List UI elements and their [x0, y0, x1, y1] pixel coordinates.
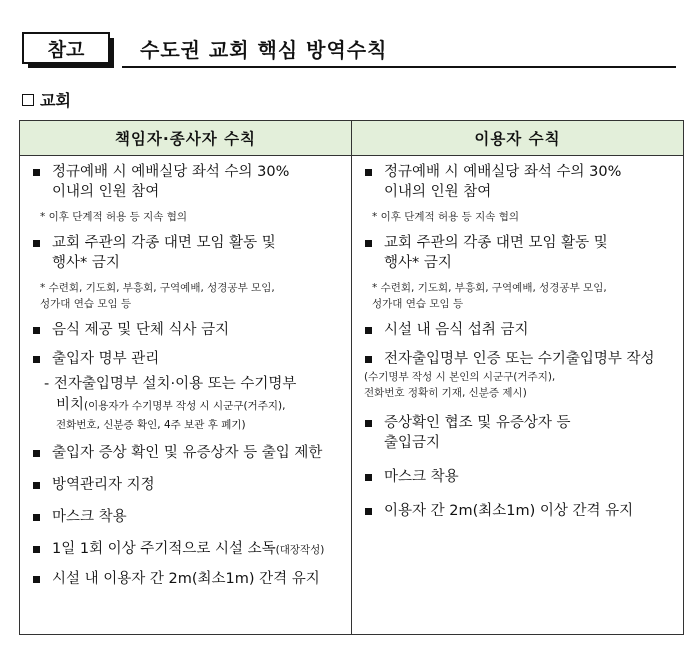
left-column-cell [20, 156, 352, 635]
footnote-text: * 수련회, 기도회, 부흥회, 구역예배, 성경공부 모임, [40, 282, 275, 294]
list-item [30, 539, 345, 560]
section-heading [22, 88, 71, 111]
footnote-text: 성가대 연습 모임 등 [40, 298, 132, 310]
header-label-box [22, 32, 110, 64]
list-item: 출입자 명부 관리 [30, 349, 345, 369]
right-column-header: 이용자 수칙 [352, 121, 684, 156]
item-text: 행사* 금지 [384, 255, 452, 271]
item-text: 교회 주관의 각종 대면 모임 활동 및 [384, 235, 608, 251]
list-item [362, 413, 677, 453]
list-item: 음식 제공 및 단체 식사 금지 [30, 320, 345, 340]
checkbox-square-icon [22, 94, 34, 106]
item-text: 이내의 인원 참여 [52, 184, 160, 200]
page-title: 수도권 교회 핵심 방역수칙 [140, 38, 388, 62]
footnote: * 이후 단계적 허용 등 지속 협의 [40, 211, 187, 223]
item-text: 이내의 인원 참여 [384, 184, 492, 200]
table-header-row [20, 121, 684, 156]
footnote-text: 성가대 연습 모임 등 [372, 298, 464, 310]
item-text: 1일 1회 이상 주기적으로 시설 소독 [52, 541, 276, 557]
sub-item-text-large: 비치 [56, 397, 85, 413]
item-text: 정규예배 시 예배실당 좌석 수의 30% [384, 164, 622, 180]
item-text: 증상확인 협조 및 유증상자 등 [384, 415, 571, 431]
list-item: 출입자 증상 확인 및 유증상자 등 출입 제한 [30, 443, 345, 463]
footnote-text: * 수련회, 기도회, 부흥회, 구역예배, 성경공부 모임, [372, 282, 607, 294]
sub-item-text-small: 전화번호, 신분증 확인, 4주 보관 후 폐기) [56, 419, 246, 431]
list-item: 마스크 착용 [30, 507, 345, 527]
footnote [362, 369, 677, 401]
list-item [362, 162, 677, 202]
right-column-cell [352, 156, 684, 635]
title-underline [122, 66, 676, 68]
left-column-header: 책임자·종사자 수칙 [20, 121, 352, 156]
item-text: 출입금지 [384, 435, 441, 451]
list-item [362, 233, 677, 273]
sub-item [30, 374, 345, 433]
footnote [362, 280, 677, 312]
list-item: 전자출입명부 인증 또는 수기출입명부 작성 [362, 349, 677, 369]
table-body-row [20, 156, 684, 635]
list-item: 시설 내 이용자 간 2m(최소1m) 간격 유지 [30, 569, 345, 589]
list-item: 이용자 간 2m(최소1m) 이상 간격 유지 [362, 501, 677, 521]
footnote-text: (수기명부 작성 시 본인의 시군구(거주지), [364, 371, 556, 383]
list-item: 시설 내 음식 섭취 금지 [362, 320, 677, 340]
item-text: 행사* 금지 [52, 255, 120, 271]
sub-item-text-small: (이용자가 수기명부 작성 시 시군구(거주지), [84, 400, 286, 412]
list-item: 마스크 착용 [362, 467, 677, 487]
list-item [30, 233, 345, 273]
header-label: 참고 [47, 38, 85, 61]
footnote-text: 전화번호 정확히 기재, 신분증 제시) [364, 387, 527, 399]
sub-item-text [44, 395, 345, 417]
sub-item-text: - 전자출입명부 설치·이용 또는 수기명부 [44, 376, 297, 392]
item-text: 정규예배 시 예배실당 좌석 수의 30% [52, 164, 290, 180]
footnote: * 이후 단계적 허용 등 지속 협의 [372, 211, 519, 223]
item-text: 교회 주관의 각종 대면 모임 활동 및 [52, 235, 276, 251]
section-label: 교회 [40, 91, 71, 110]
item-text-small: (대장작성) [275, 544, 325, 556]
footnote [30, 280, 345, 312]
rules-table [19, 120, 684, 635]
list-item: 방역관리자 지정 [30, 475, 345, 495]
list-item [30, 162, 345, 202]
